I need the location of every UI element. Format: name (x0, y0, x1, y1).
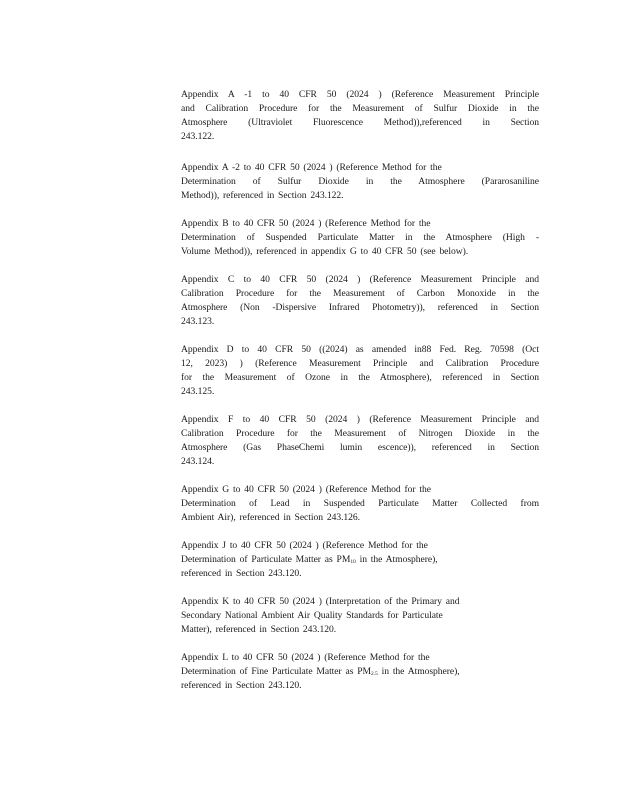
text-line: Calibration Procedure for the Measurement of Carbon Monoxide in the (181, 288, 539, 299)
text-line: Appendix B to 40 CFR 50 (2024 ) (Reference Method for the (181, 218, 431, 229)
appendix-c-paragraph (181, 273, 539, 329)
text-line (181, 553, 539, 567)
text-line: 12, 2023) ) (Reference Measurement Principle and Calibration Procedure (181, 358, 539, 369)
appendix-b-paragraph (181, 217, 539, 259)
text-line: Method)), referenced in Section 243.122. (181, 190, 344, 201)
text-line: 243.125. (181, 386, 215, 397)
appendix-a2-paragraph (181, 161, 539, 203)
text-line: referenced in Section 243.120. (181, 680, 302, 691)
text-line: Appendix K to 40 CFR 50 (2024 ) (Interpretation of the Primary and (181, 596, 460, 607)
text-line: Determination of Sulfur Dioxide in the Atmosphere (Pararosaniline (181, 176, 539, 187)
text-line: Volume Method)), referenced in appendix G to 40 CFR 50 (see below). (181, 246, 469, 257)
text-line: Determination of Suspended Particulate Matter in the Atmosphere (High - (181, 232, 539, 243)
text-line: Appendix G to 40 CFR 50 (2024 ) (Reference Method for the (181, 484, 431, 495)
text-fragment: in the Atmosphere), (359, 554, 438, 565)
text-line: Appendix F to 40 CFR 50 (2024 ) (Reference Measurement Principle and (181, 414, 539, 425)
text-line: for the Measurement of Ozone in the Atmosphere), referenced in Section (181, 372, 539, 383)
text-line: Appendix A -1 to 40 CFR 50 (2024 ) (Reference Measurement Principle (181, 89, 539, 100)
text-line: Appendix A -2 to 40 CFR 50 (2024 ) (Reference Method for the (181, 162, 442, 173)
appendix-l-paragraph (181, 651, 539, 693)
text-line: Ambient Air), referenced in Section 243.126. (181, 512, 361, 523)
appendix-k-paragraph (181, 595, 539, 637)
text-line: 243.123. (181, 316, 215, 327)
text-fragment: Determination of Fine Particulate Matter as PM (181, 666, 372, 677)
text-line: Atmosphere (Ultraviolet Fluorescence Method)),referenced in Section (181, 117, 539, 128)
text-fragment: Determination of Particulate Matter as PM (181, 554, 351, 565)
subscript: 2.5 (371, 671, 378, 677)
text-line: referenced in Section 243.120. (181, 568, 302, 579)
text-line: Atmosphere (Gas PhaseChemi lumin escence)), referenced in Section (181, 442, 539, 453)
text-line: Matter), referenced in Section 243.120. (181, 624, 337, 635)
appendix-g-paragraph (181, 483, 539, 525)
text-fragment: in the Atmosphere), (381, 666, 460, 677)
text-line: Appendix C to 40 CFR 50 (2024 ) (Reference Measurement Principle and (181, 274, 539, 285)
text-line (181, 665, 539, 679)
text-line: Determination of Lead in Suspended Particulate Matter Collected from (181, 498, 539, 509)
text-line: Secondary National Ambient Air Quality Standards for Particulate (181, 610, 443, 621)
text-line: Appendix L to 40 CFR 50 (2024 ) (Reference Method for the (181, 652, 430, 663)
text-line: Calibration Procedure for the Measurement of Nitrogen Dioxide in the (181, 428, 539, 439)
text-line: Appendix D to 40 CFR 50 ((2024) as amended in88 Fed. Reg. 70598 (Oct (181, 344, 539, 355)
text-line: Appendix J to 40 CFR 50 (2024 ) (Reference Method for the (181, 540, 428, 551)
text-line: Atmosphere (Non -Dispersive Infrared Photometry)), referenced in Section (181, 302, 539, 313)
text-line: 243.124. (181, 456, 215, 467)
appendix-j-paragraph (181, 539, 539, 581)
subscript: 10 (350, 559, 356, 565)
appendix-list (181, 88, 539, 707)
appendix-d-paragraph (181, 343, 539, 399)
appendix-a1-paragraph (181, 88, 539, 144)
text-line: and Calibration Procedure for the Measurement of Sulfur Dioxide in the (181, 103, 539, 114)
text-line: 243.122. (181, 131, 215, 142)
appendix-f-paragraph (181, 413, 539, 469)
